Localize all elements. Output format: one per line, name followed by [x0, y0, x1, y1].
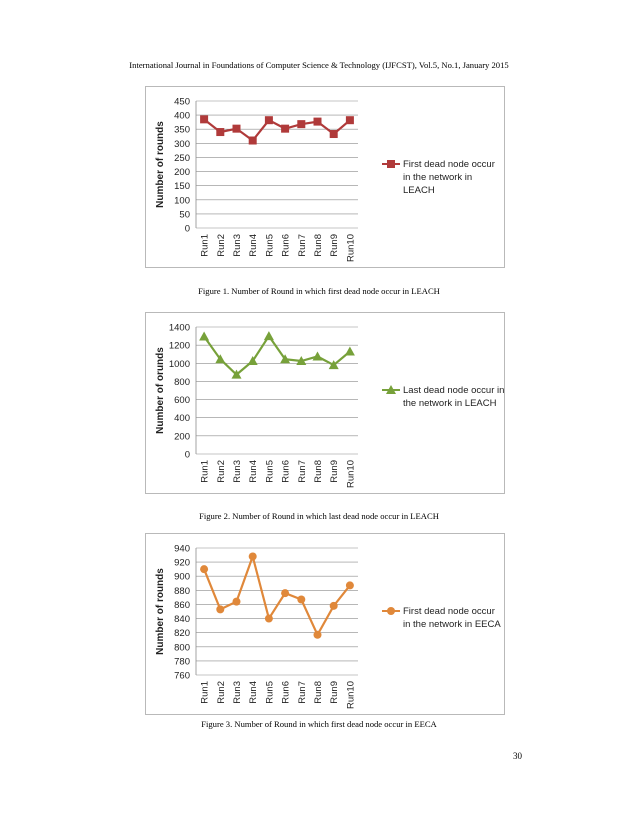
data-point [345, 346, 355, 355]
data-point [200, 115, 208, 123]
x-tick-label: Run2 [215, 460, 227, 483]
series-line [204, 556, 350, 634]
series-line [204, 119, 350, 140]
x-tick-label: Run6 [280, 681, 292, 704]
legend-label: Last dead node occur in [403, 385, 505, 396]
x-tick-label: Run7 [296, 681, 308, 704]
data-point [314, 118, 322, 126]
data-point [216, 605, 224, 613]
chart-3-svg [146, 534, 506, 716]
data-point [346, 581, 354, 589]
data-point [265, 116, 273, 124]
figure-3-chart [145, 533, 505, 715]
y-tick-label: 100 [174, 195, 190, 207]
y-tick-label: 1000 [168, 358, 190, 370]
x-tick-label: Run5 [264, 681, 276, 704]
y-tick-label: 940 [174, 543, 190, 555]
data-point [313, 351, 323, 360]
y-axis-label: Number of rounds [155, 568, 166, 655]
x-tick-label: Run3 [232, 681, 243, 704]
y-tick-label: 200 [174, 167, 190, 179]
data-point [216, 128, 224, 136]
legend-label: First dead node occur [403, 159, 495, 170]
y-tick-label: 50 [179, 209, 190, 221]
legend-label: First dead node occur [403, 606, 495, 617]
x-tick-label: Run10 [345, 681, 357, 709]
figure-2-caption: Figure 2. Number of Round in which last dead node occur in LEACH [199, 511, 439, 521]
x-tick-label: Run5 [264, 234, 276, 257]
x-tick-label: Run6 [280, 234, 292, 257]
figure-3-caption: Figure 3. Number of Round in which first dead node occur in EECA [201, 719, 437, 729]
y-tick-label: 880 [174, 585, 190, 597]
y-tick-label: 200 [174, 431, 190, 443]
figure-1-chart [145, 86, 505, 268]
y-axis-label: Number of orunds [155, 347, 166, 434]
y-tick-label: 800 [174, 376, 190, 388]
y-tick-label: 860 [174, 599, 190, 611]
y-tick-label: 0 [184, 449, 190, 461]
y-tick-label: 1400 [168, 322, 190, 334]
chart-1-svg [146, 87, 506, 269]
y-tick-label: 450 [174, 96, 190, 108]
x-tick-label: Run7 [296, 460, 308, 483]
x-tick-label: Run9 [329, 460, 341, 483]
y-tick-label: 600 [174, 395, 190, 407]
legend-label: in the network in [403, 172, 473, 183]
data-point [346, 116, 354, 124]
data-point [249, 137, 257, 145]
x-tick-label: Run9 [329, 681, 341, 704]
data-point [265, 615, 273, 623]
data-point [330, 602, 338, 610]
y-tick-label: 150 [174, 181, 190, 193]
legend-marker [387, 160, 395, 168]
y-tick-label: 920 [174, 557, 190, 569]
data-point [264, 331, 274, 340]
series-line [204, 336, 350, 375]
y-tick-label: 840 [174, 614, 190, 626]
legend-marker [387, 607, 395, 615]
y-tick-label: 780 [174, 656, 190, 668]
y-tick-label: 820 [174, 628, 190, 640]
data-point [233, 125, 241, 133]
x-tick-label: Run1 [199, 234, 211, 257]
x-tick-label: Run1 [199, 460, 211, 483]
x-tick-label: Run2 [215, 681, 227, 704]
data-point [199, 332, 209, 341]
figure-2-chart [145, 312, 505, 494]
data-point [314, 631, 322, 639]
legend-label: in the network in EECA [403, 619, 501, 630]
data-point [297, 596, 305, 604]
x-tick-label: Run2 [215, 234, 227, 257]
journal-header: International Journal in Foundations of Computer Science & Technology (IJFCST), Vol.5, No.1, January 2015 [129, 60, 509, 70]
x-tick-label: Run9 [329, 234, 341, 257]
x-tick-label: Run8 [313, 460, 324, 483]
chart-2-svg [146, 313, 506, 495]
x-tick-label: Run8 [313, 234, 324, 257]
data-point [281, 589, 289, 597]
page-number: 30 [513, 751, 522, 761]
y-tick-label: 0 [184, 223, 190, 235]
y-tick-label: 350 [174, 124, 190, 136]
x-tick-label: Run4 [248, 681, 260, 704]
data-point [233, 598, 241, 606]
data-point [330, 130, 338, 138]
x-tick-label: Run4 [248, 234, 260, 257]
y-tick-label: 400 [174, 110, 190, 122]
y-tick-label: 760 [174, 670, 190, 682]
legend-label: the network in LEACH [403, 398, 497, 409]
y-tick-label: 1200 [168, 340, 190, 352]
figure-1-caption: Figure 1. Number of Round in which first dead node occur in LEACH [198, 286, 440, 296]
y-axis-label: Number of rounds [155, 121, 166, 208]
x-tick-label: Run10 [345, 460, 357, 488]
data-point [281, 125, 289, 133]
data-point [297, 120, 305, 128]
y-tick-label: 800 [174, 642, 190, 654]
data-point [200, 565, 208, 573]
x-tick-label: Run1 [199, 681, 211, 704]
x-tick-label: Run7 [296, 234, 308, 257]
x-tick-label: Run10 [345, 234, 357, 262]
y-tick-label: 900 [174, 571, 190, 583]
y-tick-label: 250 [174, 152, 190, 164]
x-tick-label: Run3 [232, 460, 243, 483]
x-tick-label: Run8 [313, 681, 324, 704]
y-tick-label: 300 [174, 138, 190, 150]
y-tick-label: 400 [174, 413, 190, 425]
x-tick-label: Run4 [248, 460, 260, 483]
x-tick-label: Run3 [232, 234, 243, 257]
x-tick-label: Run6 [280, 460, 292, 483]
data-point [249, 552, 257, 560]
legend-label: LEACH [403, 185, 435, 196]
x-tick-label: Run5 [264, 460, 276, 483]
